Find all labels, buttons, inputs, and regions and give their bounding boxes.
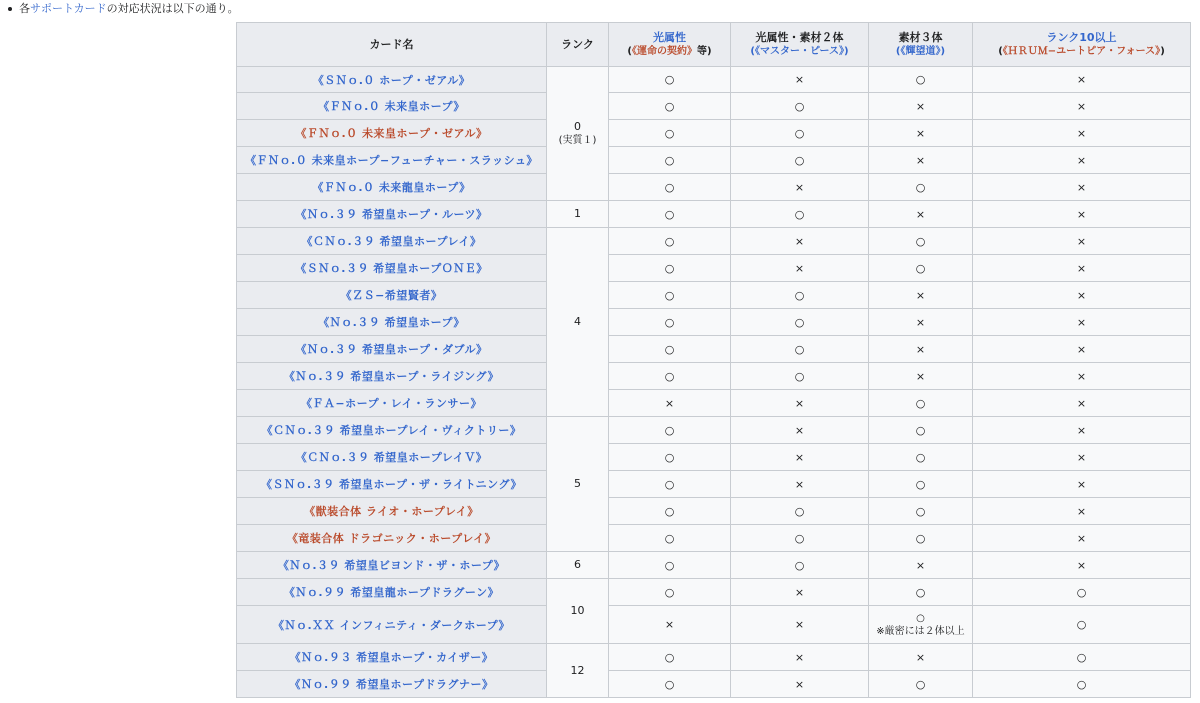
mark-three-materials: ○ (869, 390, 973, 417)
mark-light: ○ (609, 525, 731, 552)
card-name-link[interactable]: 《ＳＮｏ.３９ 希望皇ホープ・ザ・ライトニング》 (237, 471, 547, 498)
mark-two-materials: × (731, 174, 869, 201)
mark-two-materials: × (731, 390, 869, 417)
mark-rank10: × (973, 228, 1191, 255)
table-row (237, 579, 1191, 606)
mark-light: ○ (609, 309, 731, 336)
mark-three-materials: ○ (869, 525, 973, 552)
header-three-materials[interactable] (869, 23, 973, 67)
table-row (237, 255, 1191, 282)
mark-two-materials: ○ (731, 120, 869, 147)
mark-three-materials: × (869, 644, 973, 671)
card-name-link[interactable]: 《Ｎｏ.９９ 希望皇龍ホープドラグーン》 (237, 579, 547, 606)
mark-three-materials (869, 606, 973, 644)
mark-rank10: ○ (973, 644, 1191, 671)
mark-three-materials: ○ (869, 444, 973, 471)
mark-two-materials: ○ (731, 525, 869, 552)
mark-rank10: × (973, 444, 1191, 471)
mark-rank10: × (973, 174, 1191, 201)
mark-three-materials: × (869, 363, 973, 390)
card-name-link[interactable]: 《ＦＮｏ.０ 未来龍皇ホープ》 (237, 174, 547, 201)
mark-rank10: × (973, 417, 1191, 444)
mark-rank10: × (973, 390, 1191, 417)
header-c4-title[interactable]: ランク10以上 (1046, 30, 1117, 44)
mark-two-materials: ○ (731, 552, 869, 579)
intro-line (4, 1, 239, 17)
table-row (237, 525, 1191, 552)
mark-two-materials: × (731, 228, 869, 255)
rank-cell: 10 (547, 579, 609, 644)
mark-rank10: × (973, 336, 1191, 363)
mark-light: ○ (609, 336, 731, 363)
mark-two-materials: × (731, 606, 869, 644)
rank-cell: 12 (547, 644, 609, 698)
card-name-link[interactable]: 《Ｎｏ.ＸＸ インフィニティ・ダークホープ》 (237, 606, 547, 644)
rank-value: 0 (574, 119, 581, 133)
table-row (237, 644, 1191, 671)
card-name-link[interactable]: 《Ｎｏ.３９ 希望皇ビヨンド・ザ・ホープ》 (237, 552, 547, 579)
mark-three-materials: × (869, 282, 973, 309)
mark-three-materials: ○ (869, 174, 973, 201)
mark-light: ○ (609, 228, 731, 255)
rank-cell (547, 67, 609, 201)
mark-two-materials: × (731, 671, 869, 698)
paren-close: 等) (697, 45, 712, 57)
rank-note: (実質１) (558, 134, 597, 146)
rank-cell: 5 (547, 417, 609, 552)
header-rank-10-plus[interactable] (973, 23, 1191, 67)
card-name-link[interactable]: 《ＦＮｏ.０ 未来皇ホープ》 (237, 93, 547, 120)
card-name-link[interactable]: 《竜装合体 ドラゴニック・ホープレイ》 (237, 525, 547, 552)
mark-value: ○ (916, 612, 925, 624)
mark-three-materials: ○ (869, 67, 973, 93)
mark-rank10: × (973, 498, 1191, 525)
mark-light: × (609, 606, 731, 644)
mark-light: ○ (609, 120, 731, 147)
table-row (237, 363, 1191, 390)
card-name-link[interactable]: 《Ｎｏ.３９ 希望皇ホープ・ライジング》 (237, 363, 547, 390)
rank-cell: 4 (547, 228, 609, 417)
card-name-link[interactable]: 《Ｎｏ.３９ 希望皇ホープ》 (237, 309, 547, 336)
radiant-path-link[interactable]: (《輝望道》) (895, 45, 946, 57)
mark-rank10: ○ (973, 579, 1191, 606)
mark-two-materials: × (731, 417, 869, 444)
mark-light: ○ (609, 417, 731, 444)
mark-light: ○ (609, 552, 731, 579)
paren-open: ( (627, 45, 632, 57)
mark-rank10: × (973, 120, 1191, 147)
mark-rank10: ○ (973, 671, 1191, 698)
mark-two-materials: ○ (731, 147, 869, 174)
mark-two-materials: ○ (731, 309, 869, 336)
mark-light: ○ (609, 282, 731, 309)
mark-light: ○ (609, 579, 731, 606)
mark-light: ○ (609, 671, 731, 698)
utopia-force-link[interactable]: 《ＨＲＵＭ−ユートピア・フォース》 (1002, 45, 1161, 57)
mark-light: ○ (609, 201, 731, 228)
table-row (237, 606, 1191, 644)
mark-light: ○ (609, 93, 731, 120)
card-name-link[interactable]: 《ＣＮｏ.３９ 希望皇ホープレイ・ヴィクトリー》 (237, 417, 547, 444)
table-row (237, 336, 1191, 363)
mark-rank10: ○ (973, 606, 1191, 644)
mark-three-materials: × (869, 93, 973, 120)
header-card-name[interactable]: カード名 (237, 23, 547, 67)
mark-two-materials: × (731, 471, 869, 498)
header-light-attribute[interactable] (609, 23, 731, 67)
card-name-link[interactable]: 《ＦＮｏ.０ 未来皇ホープ−フューチャー・スラッシュ》 (237, 147, 547, 174)
mark-light: ○ (609, 471, 731, 498)
mark-light: ○ (609, 67, 731, 93)
mark-light: ○ (609, 363, 731, 390)
mark-two-materials: ○ (731, 336, 869, 363)
mark-light: ○ (609, 444, 731, 471)
mark-two-materials: ○ (731, 363, 869, 390)
header-c3-title: 素材３体 (898, 30, 943, 44)
support-card-table (236, 22, 1191, 698)
table-row (237, 174, 1191, 201)
header-light-two-materials[interactable] (731, 23, 869, 67)
card-name-link[interactable]: 《ＣＮｏ.３９ 希望皇ホープレイＶ》 (237, 444, 547, 471)
card-name-link[interactable]: 《ＦＡ−ホープ・レイ・ランサー》 (237, 390, 547, 417)
table-row (237, 93, 1191, 120)
mark-two-materials: ○ (731, 498, 869, 525)
mark-light: ○ (609, 174, 731, 201)
mark-two-materials: × (731, 579, 869, 606)
rank-cell: 1 (547, 201, 609, 228)
mark-two-materials: ○ (731, 93, 869, 120)
card-name-link[interactable]: 《Ｎｏ.９９ 希望皇ホープドラグナー》 (237, 671, 547, 698)
mark-two-materials: × (731, 644, 869, 671)
mark-three-materials: ○ (869, 579, 973, 606)
mark-light: × (609, 390, 731, 417)
card-name-link[interactable]: 《ＦＮｏ.０ 未来皇ホープ・ゼアル》 (237, 120, 547, 147)
mark-three-materials: ○ (869, 228, 973, 255)
mark-rank10: × (973, 363, 1191, 390)
mark-light: ○ (609, 644, 731, 671)
mark-rank10: × (973, 552, 1191, 579)
mark-rank10: × (973, 201, 1191, 228)
header-c4-sub (973, 45, 1190, 59)
card-name-link[interactable]: 《ＺＳ−希望賢者》 (237, 282, 547, 309)
master-piece-link[interactable]: (《マスター・ピース》) (750, 45, 849, 57)
mark-two-materials: ○ (731, 282, 869, 309)
card-name-link[interactable]: 《ＳＮｏ.０ ホープ・ゼアル》 (237, 67, 547, 93)
strict-note: ※厳密には２体以上 (876, 625, 965, 637)
intro-prefix: 各 (19, 2, 30, 15)
mark-light: ○ (609, 498, 731, 525)
card-name-link[interactable]: 《Ｎｏ.３９ 希望皇ホープ・ダブル》 (237, 336, 547, 363)
mark-three-materials: ○ (869, 417, 973, 444)
mark-two-materials: × (731, 444, 869, 471)
header-row (237, 23, 1191, 67)
table-row (237, 671, 1191, 698)
table-row (237, 552, 1191, 579)
table-row (237, 120, 1191, 147)
mark-three-materials: × (869, 309, 973, 336)
mark-rank10: × (973, 282, 1191, 309)
paren-close: ) (1160, 45, 1165, 57)
card-name-link[interactable]: 《ＣＮｏ.３９ 希望皇ホープレイ》 (237, 228, 547, 255)
mark-rank10: × (973, 255, 1191, 282)
table-row (237, 147, 1191, 174)
header-rank[interactable]: ランク (547, 23, 609, 67)
mark-three-materials: × (869, 120, 973, 147)
table-row (237, 309, 1191, 336)
table-row (237, 498, 1191, 525)
card-name-link[interactable]: 《獣装合体 ライオ・ホープレイ》 (237, 498, 547, 525)
intro-suffix: の対応状況は以下の通り。 (106, 2, 239, 15)
mark-three-materials: ○ (869, 671, 973, 698)
card-name-link[interactable]: 《Ｎｏ.９３ 希望皇ホープ・カイザー》 (237, 644, 547, 671)
table-row (237, 417, 1191, 444)
mark-three-materials: × (869, 147, 973, 174)
mark-two-materials: × (731, 255, 869, 282)
table-row (237, 471, 1191, 498)
header-light-sub (609, 45, 730, 59)
support-card-link[interactable]: サポートカード (30, 2, 107, 15)
mark-two-materials: ○ (731, 201, 869, 228)
mark-rank10: × (973, 525, 1191, 552)
mark-three-materials: × (869, 201, 973, 228)
header-c2-title: 光属性・素材２体 (755, 30, 844, 44)
table-row (237, 390, 1191, 417)
mark-three-materials: ○ (869, 498, 973, 525)
table-row (237, 282, 1191, 309)
mark-three-materials: × (869, 552, 973, 579)
table-row (237, 201, 1191, 228)
header-light-title[interactable]: 光属性 (653, 30, 686, 44)
mark-three-materials: ○ (869, 255, 973, 282)
table-row (237, 228, 1191, 255)
mark-rank10: × (973, 67, 1191, 93)
mark-three-materials: ○ (869, 471, 973, 498)
mark-light: ○ (609, 147, 731, 174)
mark-rank10: × (973, 471, 1191, 498)
card-name-link[interactable]: 《Ｎｏ.３９ 希望皇ホープ・ルーツ》 (237, 201, 547, 228)
mark-light: ○ (609, 255, 731, 282)
bullet (8, 7, 12, 11)
paren-open: ( (998, 45, 1003, 57)
mark-three-materials: × (869, 336, 973, 363)
table-row (237, 67, 1191, 93)
card-name-link[interactable]: 《ＳＮｏ.３９ 希望皇ホープＯＮＥ》 (237, 255, 547, 282)
mark-rank10: × (973, 309, 1191, 336)
mark-rank10: × (973, 147, 1191, 174)
mark-rank10: × (973, 93, 1191, 120)
contract-of-fate-link[interactable]: 《運命の契約》 (632, 45, 697, 57)
table-row (237, 444, 1191, 471)
mark-two-materials: × (731, 67, 869, 93)
rank-cell: 6 (547, 552, 609, 579)
